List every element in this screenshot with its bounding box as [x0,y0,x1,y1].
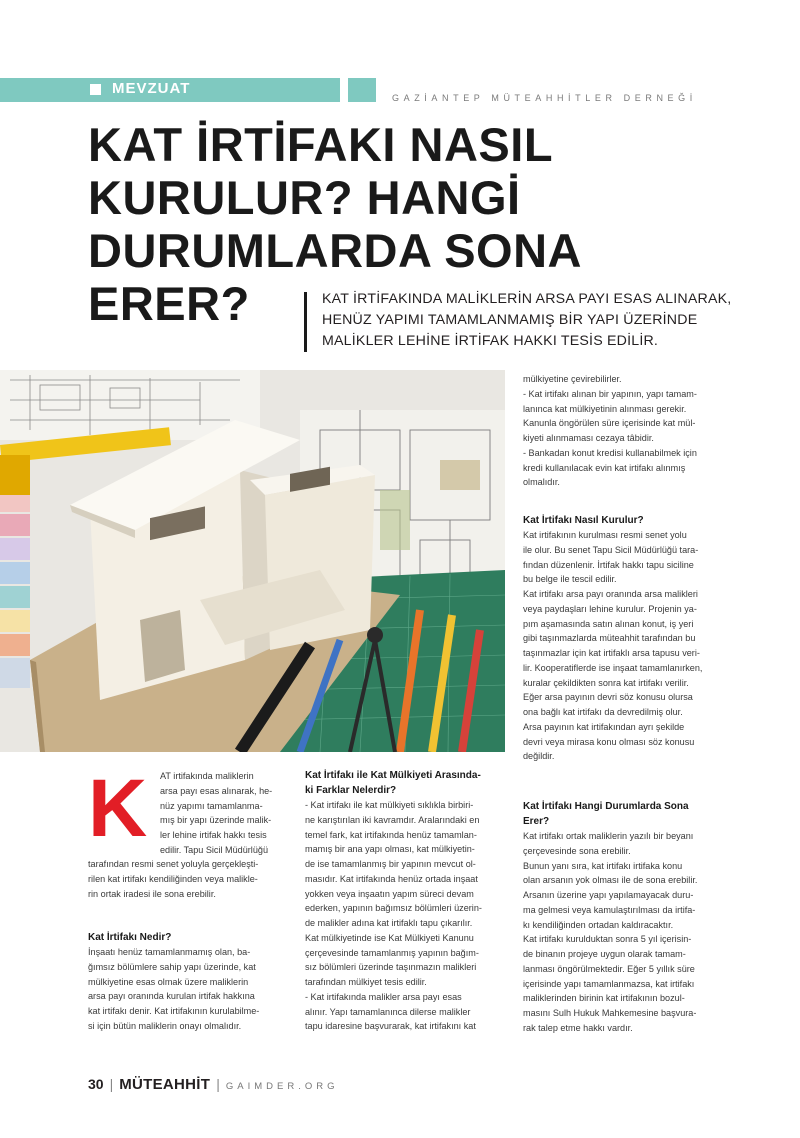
text-line: nüz yapımı tamamlanma- [160,800,263,811]
text-line: devri veya mirasa konu olması söz konusu [523,736,695,747]
section-label: MEVZUAT [112,80,191,97]
text-line: Arsa payının kat irtifakından ayrı şekilde [523,721,685,732]
text-line: tarafından resmi senet yoluyla gerçekleşti- [88,859,259,869]
page-footer [88,1076,339,1093]
text-line: çerçevesinde tamamlanmış yapının bağım- [305,947,479,958]
text-line: edilir. Tapu Sicil Müdürlüğü [160,844,269,855]
text-line: ma gelmesi veya kamulaştırılması da irtifa- [523,904,696,915]
text-line: tarafından mülkiyet tesis edilir. [305,977,427,987]
text-line: - Kat irtifakında malikler arsa payı esas [305,991,462,1002]
subheading [305,768,507,798]
page-number: 30 [88,1076,104,1092]
text-line: bu belge ile tescil edilir. [523,574,617,585]
title-line: DURUMLARDA SONA ERER? [88,224,581,330]
subheading-line: Erer? [523,816,550,827]
subheading [523,799,728,829]
text-line: ğımsız bölümlere sahip yapı üzerinde, kat [88,961,256,972]
text-line: kı kendiliğinden ortadan kaldıracaktır. [523,919,674,930]
footer-divider: | [216,1076,220,1092]
text-line: rin ortak iradesi ile sona erebilir. [88,888,216,899]
text-line: yokken veya inşaatın yapım süreci devam [305,888,474,899]
text-line: - Kat irtifakı alınan bir yapının, yapı tamam- [523,388,697,399]
intro-wrap-text [160,769,290,858]
section-header-accent-bar [348,78,376,102]
text-line: Kat irtifakı kurulduktan sonra 5 yıl içerisin- [523,934,692,945]
text-line: masını Sulh Hukuk Mahkemesine başvura- [523,1008,697,1018]
text-line: mülkiyetine çevirebilirler. [523,374,622,384]
text-line: kat irtifakı denir. Kat irtifakının kurulabilme- [88,1006,260,1016]
subheading-line: Kat İrtifakı Hangi Durumlarda Sona [523,801,689,812]
website-link[interactable]: GAIMDER.ORG [225,1081,339,1092]
title-line: KURULUR? HANGİ [88,171,521,224]
subheading-line: Kat İrtifakı ile Kat Mülkiyeti Arasında- [305,770,481,781]
text-line: ederken, yapının bağımsız bölümleri üzerin- [305,903,482,914]
article-deck [322,289,732,352]
text-line: mamış bir ana yapı olması, kat mülkiyetin- [305,844,475,855]
footer-divider: | [109,1076,114,1092]
text-line: Bunun yanı sıra, kat irtifakı irtifaka konu [523,860,683,871]
section-what-is [88,930,290,1034]
text-line: olan arsanın yok olması ile de sona erebilir. [523,875,698,886]
intro-full-text [88,857,290,901]
text-line: mülkiyetine esas olmak üzere maliklerin [88,976,249,987]
text-line: Kat irtifakı ortak maliklerin yazılı bir beyanı [523,831,694,841]
text-line: si için bütün maliklerin onayı olmalıdır. [88,1020,242,1031]
text-line: kuralar çekildikten sonra kat irtifakı verilir. [523,677,689,688]
deck-line: HENÜZ YAPIMI TAMAMLANMAMIŞ BİR YAPI ÜZERİNDE [322,312,698,328]
section-how-established [523,513,728,764]
text-line: arsa payı esas alınarak, he- [160,785,273,796]
text-line: ile olur. Bu senet Tapu Sicil Müdürlüğü tara- [523,544,699,555]
text-line: Arsanın üzerine yapı yapılamayacak duru- [523,890,694,900]
text-line: de malikler adına kat irtifaklı tapu çıkarılır. [305,918,473,928]
text-line: tapu idaresine başvurarak, kat irtifakını kat [305,1021,476,1032]
text-line: ona bağlı kat irtifakı da devredilmiş olur. [523,707,683,717]
text-line: de ise tamamlanmış bir yapının mevcut ol- [305,859,476,869]
text-line: de binanın projeye uygun olarak tamam- [523,949,686,959]
text-line: değildir. [523,751,555,762]
text-line: ne karıştırılan iki kavramdır. Aralarındaki en [305,814,480,825]
deck-line: MALİKLER LEHİNE İRTİFAK HAKKI TESİS EDİLİR. [322,333,659,349]
text-line: fından düzenlenir. İrtifak hakkı tapu siciline [523,559,694,570]
text-line: lir. Kooperatiflerde ise inşaat tamamlanırken, [523,662,703,673]
text-line: kiyeti alınmaması cezaya tâbidir. [523,433,654,443]
text-line: Kat mülkiyetinde ise Kat Mülkiyeti Kanunu [305,932,474,943]
section-differences [305,768,507,1034]
section-when-ends [523,799,728,1036]
text-line: AT irtifakında maliklerin [160,771,254,781]
drop-cap: K [88,763,148,854]
association-name: GAZİANTEP MÜTEAHHİTLER DERNEĞİ [392,93,697,103]
text-line: Kanunla öngörülen süre içerisinde kat mül- [523,418,696,429]
text-line: mış bir yapı üzerinde malik- [160,815,272,826]
subheading: Kat İrtifakı Nasıl Kurulur? [523,515,644,526]
text-line: - Bankadan konut kredisi kullanabilmek için [523,447,697,458]
text-line: sız bölümleri üzerinde taşınmazın malikleri [305,962,477,973]
text-line: çerçevesinde sona erebilir. [523,845,631,856]
text-line: Kat irtifakı arsa payı oranında arsa malikleri [523,589,698,599]
text-line: lanması öngörülmektedir. Eğer 5 yıllık süre [523,963,695,974]
subheading-line: ki Farklar Nelerdir? [305,785,397,796]
deck-line: KAT İRTİFAKINDA MALİKLERİN ARSA PAYI ESAS ALINARAK, [322,291,732,307]
text-line: gibi taşınmazlarda müteahhit tarafından bu [523,633,696,644]
text-line: lanınca kat mülkiyetinin alınması gerekir. [523,403,687,414]
text-line: alınır. Yapı tamamlanınca dilerse malikler [305,1006,471,1017]
text-line: İnşaatı henüz tamamlanmamış olan, ba- [88,947,251,957]
text-line: pım aşamasında satın alınan konut, iş yeri [523,618,694,629]
text-line: temel fark, kat irtifakında henüz tamamlan- [305,829,477,840]
text-line: rilen kat irtifakı kendiliğinden veya malikle- [88,873,258,884]
text-line: içerisinde yapı tamamlanmazsa, kat irtifakı [523,978,695,989]
text-line: Kat irtifakının kurulması resmi senet yolu [523,530,687,540]
text-line: Eğer arsa payının devri söz konusu olursa [523,692,693,703]
text-line: olmalıdır. [523,477,560,488]
article-photo [0,370,505,752]
text-line: masıdır. Kat irtifakında henüz ortada inşaat [305,873,478,884]
text-line: - Kat irtifakı ile kat mülkiyeti sıklıkla birbiri- [305,800,474,810]
text-line: maliklerinden birinin kat irtifakının bozul- [523,993,685,1004]
house-model-illustration [0,370,505,752]
subheading: Kat İrtifakı Nedir? [88,932,172,943]
text-line: arsa payı oranında kurulan irtifak hakkına [88,991,255,1002]
text-line: rak talep etme hakkı vardır. [523,1022,633,1033]
deck-rule [304,292,307,352]
text-line: taşınmazlar için kat irtifaklı arsa tapusu veri- [523,648,700,658]
title-line: KAT İRTİFAKI NASIL [88,118,554,171]
continued-text [523,372,728,490]
text-line: ler lehine irtifak hakkı tesis [160,830,267,840]
magazine-name: MÜTEAHHİT [119,1076,211,1093]
text-line: kredi kullanılacak evin kat irtifakı alınmış [523,462,686,473]
text-line: veya paydaşları lehine kurulur. Projenin ya- [523,603,697,614]
square-bullet-icon [90,84,101,95]
